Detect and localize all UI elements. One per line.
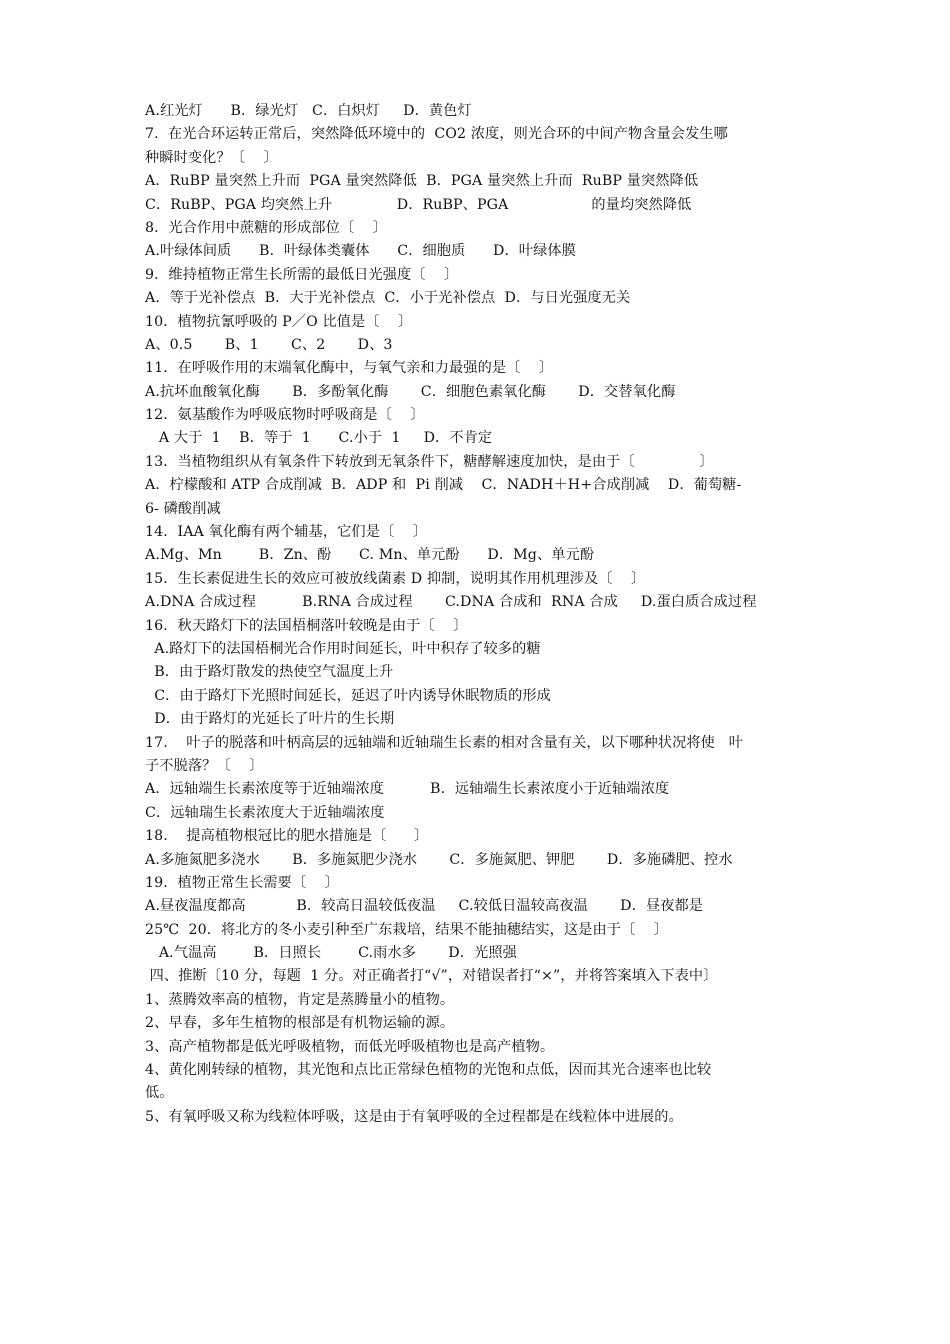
text-line: A．等于光补偿点 B．大于光补偿点 C．小于光补偿点 D．与日光强度无关: [145, 290, 631, 307]
text-line: 2、早春，多年生植物的根部是有机物运输的源。: [145, 1015, 455, 1032]
text-line: 四、推断〔10 分，每题 1 分。对正确者打“√”，对错误者打“×”，并将答案填入下表中〕: [145, 968, 718, 985]
text-line: A.叶绿体间质 B．叶绿体类囊体 C．细胞质 D．叶绿体膜: [145, 243, 576, 260]
text-line: 4、黄化刚转绿的植物，其光饱和点比正常绿色植物的光饱和点低，因而其光合速率也比较: [145, 1062, 712, 1079]
text-line: 10．植物抗氰呼吸的 P／O 比值是〔 〕: [145, 313, 413, 330]
text-line: A．柠檬酸和 ATP 合成削减 B．ADP 和 Pi 削减 C．NADH＋H+合成削减 D．葡萄糖-: [145, 477, 742, 494]
text-line: 25℃ 20．将北方的冬小麦引种至广东栽培，结果不能抽穗结实，这是由于〔 〕: [145, 921, 669, 938]
text-line: A．RuBP 量突然上升而 PGA 量突然降低 B．PGA 量突然上升而 RuBP 量突然降低: [145, 173, 699, 190]
text-line: 19．植物正常生长需要〔 〕: [145, 874, 339, 891]
text-line: C．由于路灯下光照时间延长，延迟了叶内诱导休眠物质的形成: [145, 687, 551, 704]
text-line: C．RuBP、PGA 均突然上升 D．RuBP、PGA 的量均突然降低: [145, 196, 692, 213]
text-line: 16．秋天路灯下的法国梧桐落叶较晚是由于〔 〕: [145, 617, 468, 634]
text-line: 18. 提高植物根冠比的肥水措施是〔 〕: [145, 828, 429, 845]
text-line: A.气温高 B．日照长 C.雨水多 D．光照强: [145, 945, 517, 962]
text-line: 7. 在光合环运转正常后，突然降低环境中的 CO2 浓度，则光合环的中间产物含量会发生哪: [145, 126, 728, 143]
text-line: A.多施氮肥多浇水 B．多施氮肥少浇水 C．多施氮肥、钾肥 D．多施磷肥、控水: [145, 851, 733, 868]
text-line: A 大于 1 B．等于 1 C.小于 1 D．不肯定: [145, 430, 493, 447]
text-line: 5、有氧呼吸又称为线粒体呼吸，这是由于有氧呼吸的全过程都是在线粒体中进展的。: [145, 1108, 683, 1125]
text-line: 低。: [145, 1085, 174, 1102]
document-body: [145, 100, 810, 1129]
text-line: 6- 磷酸削减: [145, 500, 221, 517]
text-line: A．远轴端生长素浓度等于近轴端浓度 B．远轴端生长素浓度小于近轴端浓度: [145, 781, 670, 798]
text-line: 种瞬时变化？〔 〕: [145, 149, 278, 166]
text-line: D．由于路灯的光延长了叶片的生长期: [145, 711, 395, 728]
text-line: A.DNA 合成过程 B.RNA 合成过程 C.DNA 合成和 RNA 合成 D.蛋白质合成过程: [145, 594, 757, 611]
text-line: 3、高产植物都是低光呼吸植物，而低光呼吸植物也是高产植物。: [145, 1038, 555, 1055]
text-line: A.Mg、Mn B．Zn、酚 C. Mn、单元酚 D．Mg、单元酚: [145, 547, 595, 564]
text-line: 15．生长素促进生长的效应可被放线菌素 D 抑制，说明其作用机理涉及〔 〕: [145, 570, 646, 587]
text-line: A、0.5 B、1 C、2 D、3: [145, 336, 393, 353]
text-line: 子不脱落？〔 〕: [145, 757, 264, 774]
text-line: C．远轴瑞生长素浓度大于近轴端浓度: [145, 804, 385, 821]
text-line: B．由于路灯散发的热使空气温度上升: [145, 664, 394, 681]
text-line: A.昼夜温度都高 B．较高日温较低夜温 C.较低日温较高夜温 D．昼夜都是: [145, 898, 704, 915]
text-line: 1、蒸腾效率高的植物，肯定是蒸腾量小的植物。: [145, 991, 455, 1008]
text-line: A.红光灯 B．绿光灯 C．白炽灯 D．黄色灯: [145, 103, 472, 119]
text-line: 14．IAA 氧化酶有两个辅基，它们是〔 〕: [145, 524, 428, 541]
text-line: 12．氨基酸作为呼吸底物时呼吸商是〔 〕: [145, 407, 425, 424]
text-line: 9．维持植物正常生长所需的最低日光强度〔 〕: [145, 266, 459, 283]
text-line: A.路灯下的法国梧桐光合作用时间延长，叶中积存了较多的糖: [145, 640, 541, 657]
text-line: 13．当植物组织从有氧条件下转放到无氧条件下，糖酵解速度加快，是由于〔 〕: [145, 453, 714, 470]
text-line: 8．光合作用中蔗糖的形成部位〔 〕: [145, 219, 387, 236]
text-line: 11．在呼吸作用的末端氧化酶中，与氧气亲和力最强的是〔 〕: [145, 360, 554, 377]
text-line: 17. 叶子的脱落和叶柄高层的远轴端和近轴瑞生长素的相对含量有关，以下哪种状况将使 叶: [145, 734, 744, 751]
text-line: A.抗坏血酸氧化酶 B．多酚氧化酶 C．细胞色素氧化酶 D．交替氧化酶: [145, 383, 676, 400]
